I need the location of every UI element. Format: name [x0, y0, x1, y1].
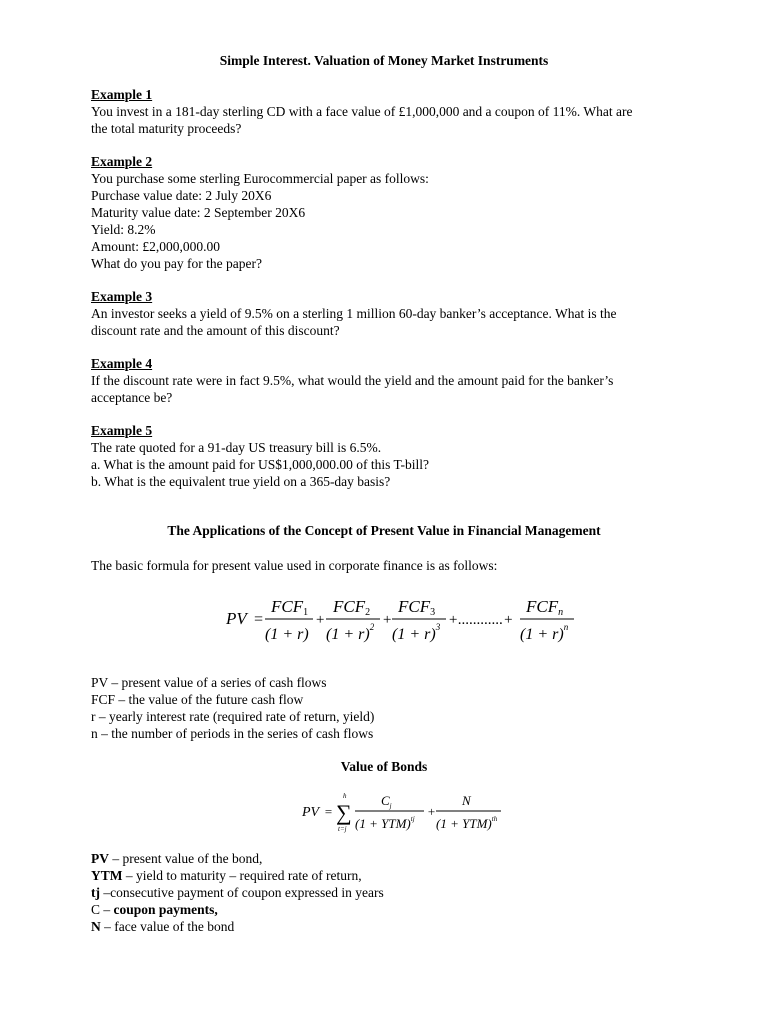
present-value-formula: [220, 592, 580, 652]
formula-denominator: (1 + YTM)$^{th}$: [436, 815, 498, 831]
bond-value-formula: [298, 788, 508, 838]
formula-numerator: FCF3: [398, 597, 436, 618]
example-heading: Example 3: [91, 289, 153, 304]
section-title-value-of-bonds: Value of Bonds: [340, 759, 428, 774]
example-heading: Example 4: [91, 356, 153, 371]
definitions-list: [91, 674, 715, 742]
example-text-line: An investor seeks a yield of 9.5% on a sterling 1 million 60-day banker’s acceptance. What is the: [91, 306, 617, 321]
sum-lower-limit: t=j: [338, 825, 347, 833]
formula-equals: =: [324, 804, 333, 819]
example-3: [91, 288, 715, 339]
formula-numerator: N: [462, 793, 471, 808]
example-text-line: The rate quoted for a 91-day US treasury bill is 6.5%.: [91, 440, 382, 455]
formula-numerator: $C_j$: [381, 793, 392, 810]
example-text-line: What do you pay for the paper?: [91, 256, 262, 271]
example-1: [91, 86, 715, 137]
definition-item: C – coupon payments,: [91, 902, 218, 917]
example-heading: Example 5: [91, 423, 153, 438]
formula-numerator: FCF1: [271, 597, 309, 618]
definition-item: FCF – the value of the future cash flow: [91, 692, 304, 707]
example-text-line: discount rate and the amount of this discount?: [91, 323, 340, 338]
example-text-line: Maturity value date: 2 September 20X6: [91, 205, 306, 220]
formula-denominator: (1 + YTM)$^{tj}$: [355, 815, 415, 831]
example-text-line: If the discount rate were in fact 9.5%, what would the yield and the amount paid for the banker’s: [91, 373, 614, 388]
example-text-line: You purchase some sterling Eurocommercial paper as follows:: [91, 171, 429, 186]
formula-pv-symbol: PV: [302, 805, 320, 820]
formula-denominator: $(1 + r)^3$: [392, 622, 441, 643]
example-heading: Example 2: [91, 154, 153, 169]
example-text-line: the total maturity proceeds?: [91, 121, 242, 136]
formula-plus: +: [315, 612, 326, 628]
example-text-line: You invest in a 181-day sterling CD with a face value of £1,000,000 and a coupon of 11%. What are: [91, 104, 633, 119]
definition-item: tj –consecutive payment of coupon expressed in years: [91, 885, 384, 900]
example-5: [91, 422, 715, 490]
section-title-present-value: The Applications of the Concept of Present Value in Financial Management: [167, 523, 601, 538]
intro-paragraph: The basic formula for present value used in corporate finance is as follows:: [91, 558, 498, 573]
formula-plus: +: [382, 612, 393, 628]
formula-denominator: $(1 + r)^2$: [326, 622, 375, 643]
formula-ellipsis: +............+: [448, 612, 514, 628]
formula-numerator: FCFn: [526, 597, 564, 618]
sum-upper-limit: h: [343, 792, 347, 800]
definition-item: PV – present value of the bond,: [91, 851, 263, 866]
definition-item: n – the number of periods in the series of cash flows: [91, 726, 374, 741]
definition-item: YTM – yield to maturity – required rate of return,: [91, 868, 362, 883]
formula-equals: =: [253, 611, 264, 628]
example-text-line: b. What is the equivalent true yield on a 365-day basis?: [91, 474, 391, 489]
bond-definitions-list: [91, 850, 715, 935]
definition-item: PV – present value of a series of cash flows: [91, 675, 327, 690]
sum-symbol: ∑: [336, 800, 352, 825]
formula-denominator: $(1 + r)^n$: [520, 622, 569, 643]
example-text-line: a. What is the amount paid for US$1,000,000.00 of this T-bill?: [91, 457, 429, 472]
example-text-line: Yield: 8.2%: [91, 222, 156, 237]
definition-item: N – face value of the bond: [91, 919, 235, 934]
example-4: [91, 355, 715, 406]
example-2: [91, 153, 715, 272]
example-text-line: acceptance be?: [91, 390, 173, 405]
formula-numerator: FCF2: [333, 597, 371, 618]
example-heading: Example 1: [91, 87, 153, 102]
definition-item: r – yearly interest rate (required rate of return, yield): [91, 709, 375, 724]
formula-pv-symbol: PV: [226, 609, 247, 628]
example-text-line: Amount: £2,000,000.00: [91, 239, 221, 254]
section-title-simple-interest: Simple Interest. Valuation of Money Market Instruments: [219, 53, 549, 68]
example-text-line: Purchase value date: 2 July 20X6: [91, 188, 272, 203]
formula-plus: +: [427, 804, 436, 819]
formula-denominator: (1 + r): [265, 626, 309, 643]
